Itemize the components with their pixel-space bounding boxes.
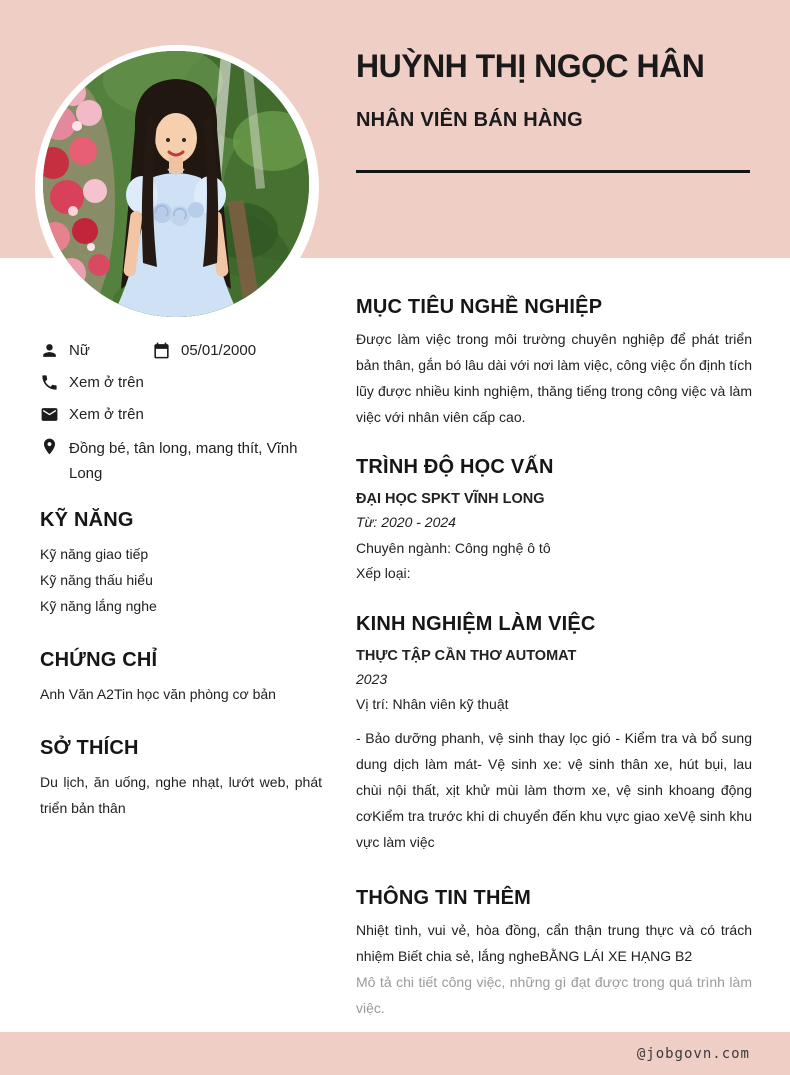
address-value: Đồng bé, tân long, mang thít, Vĩnh Long: [69, 440, 298, 482]
phone-icon: [40, 373, 59, 392]
birthday-value: 05/01/2000: [181, 342, 257, 359]
skills-heading: KỸ NĂNG: [40, 509, 134, 531]
experience-company: THỰC TẬP CẦN THƠ AUTOMAT: [356, 647, 577, 664]
hobbies-heading: SỞ THÍCH: [40, 737, 139, 759]
candidate-name: HUỲNH THỊ NGỌC HÂN: [356, 48, 705, 84]
hobbies-text: Du lịch, ăn uống, nghe nhạt, lướt web, phát triển bản thân: [40, 774, 322, 816]
section-additional-info: [356, 887, 752, 1021]
experience-description: - Bảo dưỡng phanh, vệ sinh thay lọc gió - Kiểm tra và bổ sung dung dịch làm mát- Vệ sinh xe: vệ sinh thân xe, hút bụi, lau chùi nội thất, xịt khử mùi làm thơm xe, vệ sinh khoang động cơKiểm tra trước khi di chuyển đến khu vực giao xeVệ sinh khu vực làm việc: [356, 729, 752, 850]
contact-row-address: [40, 436, 322, 486]
footer-bar: [0, 1032, 790, 1075]
calendar-icon: [152, 341, 171, 360]
education-grade: Xếp loại:: [356, 565, 411, 581]
header-divider: [356, 170, 750, 173]
education-school: ĐẠI HỌC SPKT VĨNH LONG: [356, 491, 545, 507]
gender-value: Nữ: [69, 342, 90, 359]
skill-item: Kỹ năng thấu hiểu: [40, 572, 153, 588]
experience-position: Vị trí: Nhân viên kỹ thuật: [356, 696, 509, 712]
candidate-job-title: NHÂN VIÊN BÁN HÀNG: [356, 109, 583, 131]
education-major: Chuyên ngành: Công nghệ ô tô: [356, 539, 551, 556]
person-icon: [40, 341, 59, 360]
section-experience: [356, 613, 752, 855]
phone-value: Xem ở trên: [69, 374, 144, 391]
objective-heading: MỤC TIÊU NGHỀ NGHIỆP: [356, 296, 603, 318]
email-value: Xem ở trên: [69, 406, 144, 423]
header-block: [356, 48, 752, 173]
contact-row-gender-birthday: [40, 340, 322, 362]
education-heading: TRÌNH ĐỘ HỌC VẤN: [356, 456, 554, 478]
certificates-heading: CHỨNG CHỈ: [40, 649, 158, 671]
email-icon: [40, 405, 59, 424]
footer-site-handle: @jobgovn.com: [636, 1045, 750, 1062]
birthday-pair: [152, 340, 256, 362]
section-education: [356, 456, 752, 587]
profile-photo: [43, 51, 309, 317]
education-period: Từ: 2020 - 2024: [356, 514, 456, 530]
main-column: [356, 296, 752, 1047]
skill-item: Kỹ năng giao tiếp: [40, 546, 149, 562]
objective-text: Được làm việc trong môi trường chuyên nghiệp để phát triển bản thân, gắn bó lâu dài với nơi làm việc, công việc ổn định tích lũy được nhiều kinh nghiệm, thăng tiếng trong công việc và làm việc với nhân viên cấp cao.: [356, 331, 752, 425]
gender-pair: [40, 340, 152, 362]
skills-list: [40, 541, 322, 619]
location-icon: [40, 437, 59, 456]
contact-row-email: [40, 404, 322, 426]
additional-text: Nhiệt tình, vui vẻ, hòa đồng, cẩn thận trung thực và có trách nhiệm Biết chia sẻ, lắng ngheBẰNG LÁI XE HẠNG B2: [356, 921, 752, 964]
skill-item: Kỹ năng lắng nghe: [40, 598, 157, 614]
certificates-text: Anh Văn A2Tin học văn phòng cơ bản: [40, 686, 276, 702]
section-objective: [356, 296, 752, 430]
additional-heading: THÔNG TIN THÊM: [356, 886, 532, 909]
experience-heading: KINH NGHIỆM LÀM VIỆC: [356, 612, 596, 635]
profile-photo-illustration: [43, 51, 309, 317]
experience-year: 2023: [356, 670, 388, 687]
sidebar: [40, 340, 322, 821]
contact-row-phone: [40, 372, 322, 394]
additional-placeholder-note: Mô tả chi tiết công việc, những gì đạt được trong quá trình làm việc.: [356, 973, 752, 1016]
